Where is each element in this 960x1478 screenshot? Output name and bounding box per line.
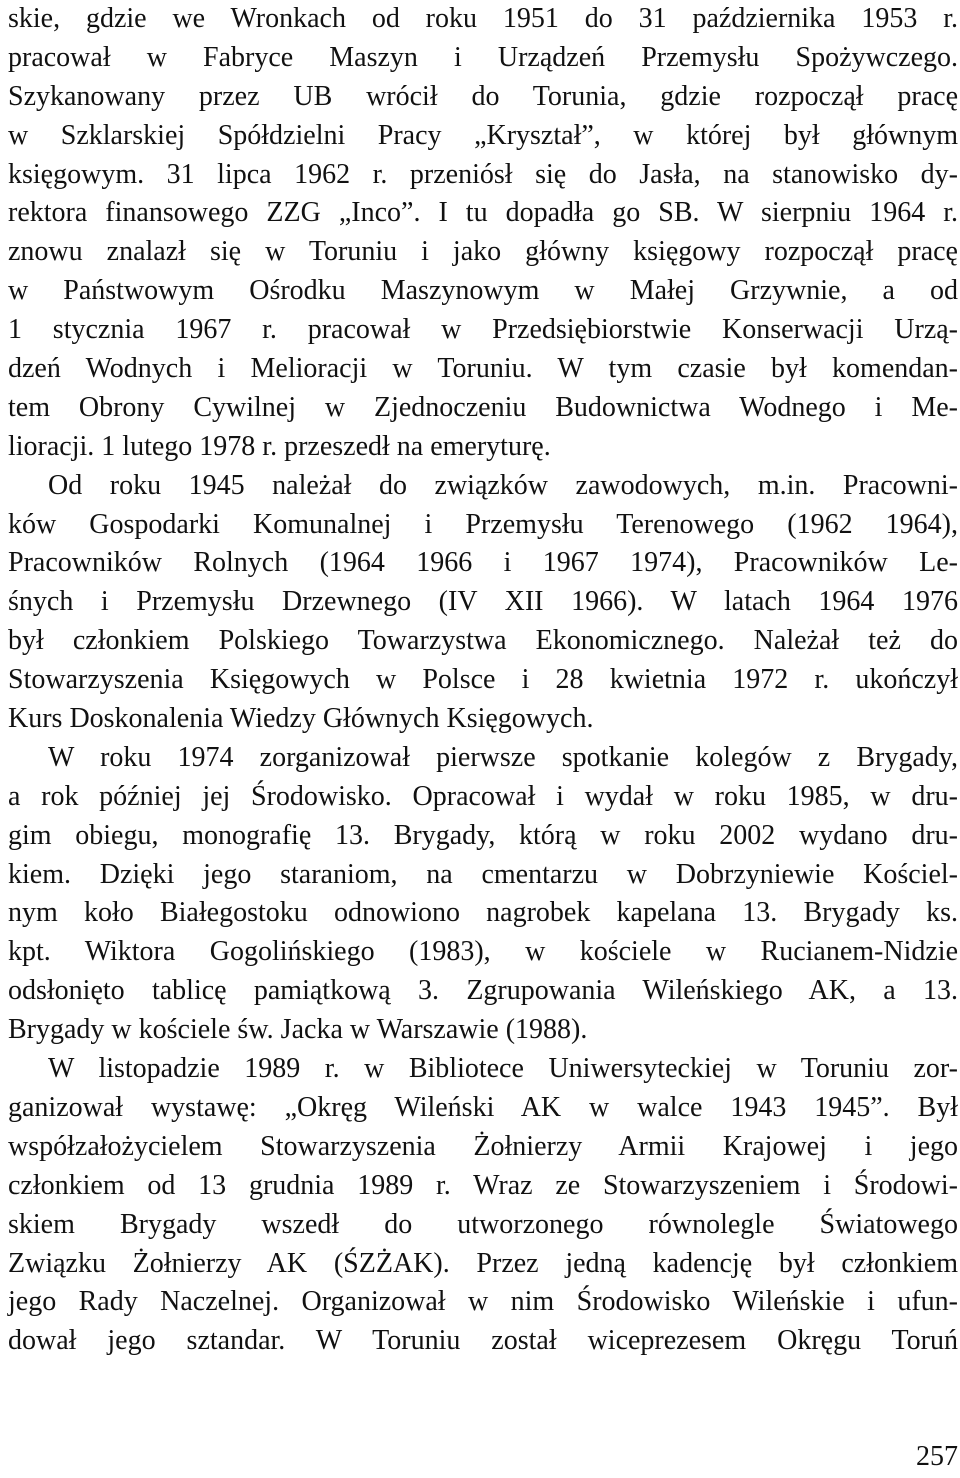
text-line: współzałożycielem Stowarzyszenia Żołnierzy Armii Krajowej i jego [8, 1130, 958, 1162]
text-line: kpt. Wiktora Gogolińskiego (1983), w kościele w Rucianem-Nidzie [8, 936, 958, 968]
text-line: tem Obrony Cywilnej w Zjednoczeniu Budownictwa Wodnego i Me- [8, 391, 958, 423]
page-number: 257 [916, 1441, 958, 1472]
text-line: gim obiegu, monografię 13. Brygady, którą w roku 2002 wydano dru- [8, 819, 958, 851]
paragraph-start-line: W roku 1974 zorganizował pierwsze spotkanie kolegów z Brygady, [48, 741, 958, 773]
text-line: śnych i Przemysłu Drzewnego (IV XII 1966). W latach 1964 1976 [8, 586, 958, 618]
text-line: lioracji. 1 lutego 1978 r. przeszedł na emeryturę. [8, 430, 551, 462]
text-line: znowu znalazł się w Toruniu i jako główny księgowy rozpoczął pracę [8, 236, 958, 268]
text-line: skiem Brygady wszedł do utworzonego równolegle Światowego [8, 1208, 958, 1240]
text-line: pracował w Fabryce Maszyn i Urządzeń Przemysłu Spożywczego. [8, 41, 958, 73]
text-line: jego Rady Naczelnej. Organizował w nim Środowisko Wileńskie i ufun- [8, 1286, 958, 1318]
text-line: Brygady w kościele św. Jacka w Warszawie (1988). [8, 1014, 588, 1046]
text-line: 1 stycznia 1967 r. pracował w Przedsiębiorstwie Konserwacji Urzą- [8, 314, 958, 346]
text-line: odsłonięto tablicę pamiątkową 3. Zgrupowania Wileńskiego AK, a 13. [8, 975, 958, 1007]
paragraph-start-line: Od roku 1945 należał do związków zawodowych, m.in. Pracowni- [48, 469, 958, 501]
text-line: księgowym. 31 lipca 1962 r. przeniósł się do Jasła, na stanowisko dy- [8, 158, 958, 190]
text-line: Stowarzyszenia Księgowych w Polsce i 28 kwietnia 1972 r. ukończył [8, 664, 958, 696]
text-line: Szykanowany przez UB wrócił do Torunia, gdzie rozpoczął pracę [8, 80, 958, 112]
text-line: ków Gospodarki Komunalnej i Przemysłu Terenowego (1962 1964), [8, 508, 958, 540]
text-line: nym koło Białegostoku odnowiono nagrobek kapelana 13. Brygady ks. [8, 897, 958, 929]
text-line: dzeń Wodnych i Melioracji w Toruniu. W tym czasie był komendan- [8, 353, 958, 385]
text-line: członkiem od 13 grudnia 1989 r. Wraz ze Stowarzyszeniem i Środowi- [8, 1169, 958, 1201]
text-line: Kurs Doskonalenia Wiedzy Głównych Księgowych. [8, 703, 594, 735]
text-line: Pracowników Rolnych (1964 1966 i 1967 1974), Pracowników Le- [8, 547, 958, 579]
text-line: dował jego sztandar. W Toruniu został wiceprezesem Okręgu Toruń [8, 1325, 958, 1357]
document-page [8, 0, 958, 1361]
text-line: ganizował wystawę: „Okręg Wileński AK w walce 1943 1945”. Był [8, 1091, 958, 1123]
text-line: a rok później jej Środowisko. Opracował i wydał w roku 1985, w dru- [8, 780, 958, 812]
text-line: rektora finansowego ZZG „Inco”. I tu dopadła go SB. W sierpniu 1964 r. [8, 197, 958, 229]
text-line: w Państwowym Ośrodku Maszynowym w Małej Grzywnie, a od [8, 275, 958, 307]
paragraph-start-line: W listopadzie 1989 r. w Bibliotece Uniwersyteckiej w Toruniu zor- [48, 1053, 958, 1085]
text-line: w Szklarskiej Spółdzielni Pracy „Kryształ”, w której był głównym [8, 119, 958, 151]
text-line: kiem. Dzięki jego staraniom, na cmentarzu w Dobrzyniewie Kościel- [8, 858, 958, 890]
text-line: był członkiem Polskiego Towarzystwa Ekonomicznego. Należał też do [8, 625, 958, 657]
text-line: skie, gdzie we Wronkach od roku 1951 do 31 października 1953 r. [8, 3, 958, 34]
text-line: Związku Żołnierzy AK (ŚZŻAK). Przez jedną kadencję był członkiem [8, 1247, 958, 1279]
